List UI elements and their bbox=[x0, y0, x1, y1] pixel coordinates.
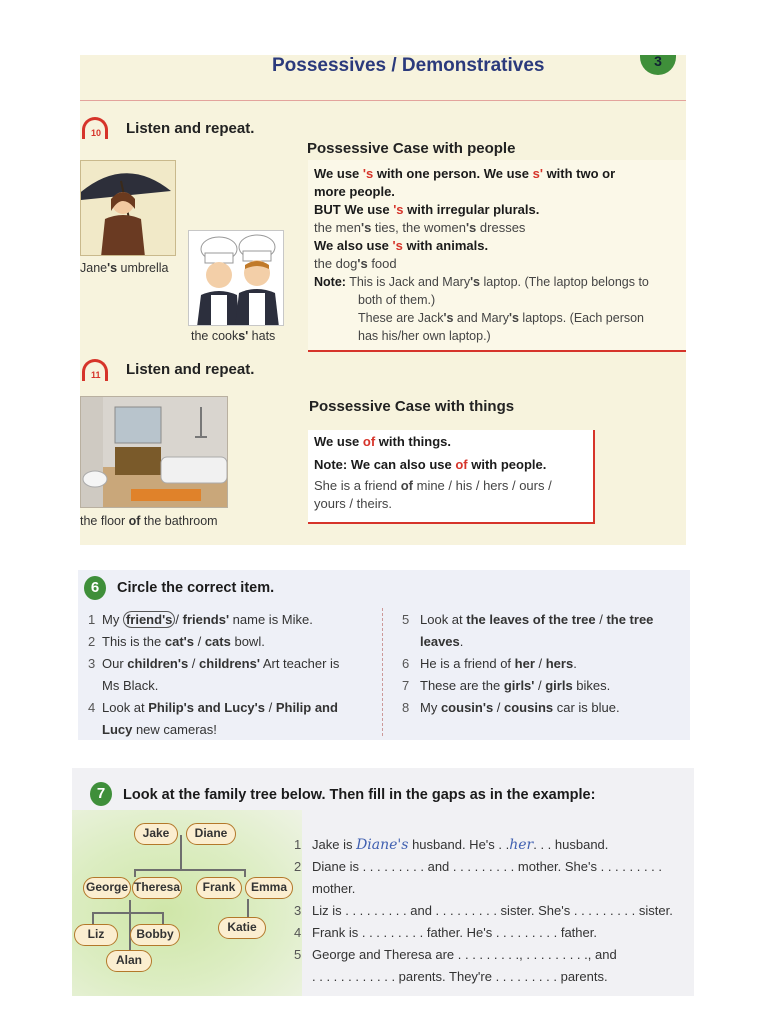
tree-node-katie: Katie bbox=[218, 917, 266, 939]
title-divider bbox=[80, 100, 686, 101]
text: Jake is bbox=[312, 837, 357, 852]
text: 's bbox=[392, 238, 403, 253]
text: 's bbox=[509, 311, 519, 325]
text: We also use bbox=[314, 238, 393, 253]
headphones-icon bbox=[82, 117, 108, 139]
option[interactable]: her bbox=[514, 656, 535, 671]
text: with animals. bbox=[402, 238, 489, 253]
text: of bbox=[400, 478, 413, 493]
text: and Mary bbox=[453, 311, 509, 325]
headphones-icon bbox=[82, 359, 108, 381]
text: 's bbox=[443, 311, 454, 325]
text: the men bbox=[314, 220, 361, 235]
option[interactable]: leaves bbox=[420, 634, 460, 649]
text: the dog bbox=[314, 256, 358, 271]
text: BUT We use bbox=[314, 202, 394, 217]
text: This is Jack and Mary bbox=[345, 275, 471, 289]
text: 's bbox=[470, 275, 481, 289]
text: with irregular plurals. bbox=[403, 202, 540, 217]
option[interactable]: cousin's bbox=[440, 700, 494, 715]
text: s' bbox=[532, 166, 543, 181]
item-number: 6 bbox=[402, 656, 410, 671]
item-number: 4 bbox=[88, 700, 96, 715]
list-item bbox=[402, 675, 688, 697]
tree-line bbox=[92, 912, 164, 914]
listen-instruction: Listen and repeat. bbox=[126, 361, 255, 378]
people-rules bbox=[314, 165, 649, 345]
text: bowl. bbox=[230, 634, 265, 649]
cooks-illustration bbox=[188, 230, 284, 326]
text: 's bbox=[357, 256, 368, 271]
list-item bbox=[88, 697, 372, 719]
option[interactable]: Philip's and Lucy's bbox=[148, 700, 265, 715]
list-item[interactable] bbox=[294, 922, 690, 944]
text: hats bbox=[248, 329, 276, 343]
text: new cameras! bbox=[132, 722, 217, 737]
item-number: 2 bbox=[88, 634, 96, 649]
list-item-continued[interactable]: . . . . . . . . . . . . parents. They're . . . . . . . . . parents. bbox=[312, 969, 608, 984]
option[interactable]: cats bbox=[204, 634, 231, 649]
track-number: 11 bbox=[91, 370, 101, 380]
text: Jane bbox=[80, 261, 108, 275]
item-number: 4 bbox=[294, 925, 302, 940]
list-item-continued bbox=[402, 631, 688, 653]
text: / bbox=[193, 634, 205, 649]
rule-line bbox=[314, 431, 552, 453]
item-number: 3 bbox=[88, 656, 96, 671]
item-number: 2 bbox=[294, 859, 302, 874]
tree-line bbox=[134, 869, 136, 877]
text: food bbox=[367, 256, 397, 271]
list-item-continued: Ms Black. bbox=[102, 678, 159, 693]
gap-text[interactable]: Frank is . . . . . . . . . father. He's . . . . . . . . . father. bbox=[312, 925, 597, 940]
list-item bbox=[402, 697, 688, 719]
option[interactable]: girls bbox=[545, 678, 573, 693]
family-tree bbox=[72, 815, 302, 995]
text: dresses bbox=[476, 220, 526, 235]
text: . bbox=[459, 634, 464, 649]
text: of bbox=[128, 514, 141, 528]
text: / bbox=[264, 700, 276, 715]
list-item[interactable] bbox=[294, 856, 690, 878]
people-heading: Possessive Case with people bbox=[307, 140, 516, 157]
listen-instruction: Listen and repeat. bbox=[126, 120, 255, 137]
tree-node-frank: Frank bbox=[196, 877, 242, 899]
text: . . . husband. bbox=[533, 837, 609, 852]
text: with things. bbox=[375, 434, 451, 449]
list-item bbox=[402, 653, 688, 675]
tree-node-jake: Jake bbox=[134, 823, 178, 845]
text: bikes. bbox=[572, 678, 611, 693]
tree-node-liz: Liz bbox=[74, 924, 118, 946]
option[interactable]: girls' bbox=[503, 678, 535, 693]
exercise-7-items bbox=[294, 834, 690, 988]
tree-node-diane: Diane bbox=[186, 823, 236, 845]
things-rules bbox=[314, 431, 552, 513]
exercise-heading: Look at the family tree below. Then fill in the gaps as in the example: bbox=[123, 787, 596, 803]
text: with one person. We use bbox=[373, 166, 533, 181]
example-answer: Diane's bbox=[356, 837, 409, 853]
rule-line bbox=[314, 165, 649, 183]
text: Our bbox=[102, 656, 128, 671]
tree-line bbox=[129, 900, 131, 912]
text: husband. He's . . bbox=[408, 837, 510, 852]
list-item bbox=[88, 631, 372, 653]
option[interactable]: childrens' bbox=[199, 656, 260, 671]
text: We use bbox=[314, 434, 363, 449]
unit-badge: 3 bbox=[640, 55, 676, 75]
list-item[interactable] bbox=[294, 900, 690, 922]
option[interactable]: hers bbox=[545, 656, 574, 671]
tree-node-bobby: Bobby bbox=[130, 924, 180, 946]
text: My bbox=[102, 612, 123, 627]
tree-node-george: George bbox=[83, 877, 131, 899]
option[interactable]: the leaves of the tree bbox=[466, 612, 596, 627]
column-divider bbox=[382, 608, 383, 736]
example-answer: her bbox=[509, 837, 534, 853]
text: Look at bbox=[420, 612, 467, 627]
text: umbrella bbox=[117, 261, 169, 275]
option[interactable]: Lucy bbox=[102, 722, 133, 737]
text: of bbox=[455, 457, 468, 472]
rule-line bbox=[314, 453, 552, 477]
text: name is Mike. bbox=[229, 612, 313, 627]
list-item-continued bbox=[88, 719, 372, 741]
tree-line bbox=[92, 912, 94, 924]
text: 's bbox=[362, 166, 374, 181]
exercise-number: 7 bbox=[90, 782, 112, 806]
option[interactable]: cousins bbox=[504, 700, 554, 715]
things-heading: Possessive Case with things bbox=[309, 398, 515, 415]
rule-line: more people. bbox=[314, 184, 395, 199]
example-line bbox=[314, 219, 649, 237]
text: mine / his / hers / ours / bbox=[413, 478, 552, 493]
text: 's bbox=[107, 261, 118, 275]
text: . bbox=[573, 656, 577, 671]
umbrella-caption bbox=[80, 261, 168, 275]
item-number: 1 bbox=[294, 837, 302, 852]
text: 's bbox=[465, 220, 477, 235]
text: s' bbox=[238, 329, 249, 343]
text: She is a friend bbox=[314, 478, 401, 493]
text: Art teacher is bbox=[259, 656, 340, 671]
gap-text[interactable]: Liz is . . . . . . . . . and . . . . . . . . . sister. She's . . . . . . . . . sister. bbox=[312, 903, 673, 918]
option[interactable]: children's bbox=[127, 656, 189, 671]
text: laptop. (The laptop belongs to bbox=[480, 275, 649, 289]
example-line bbox=[314, 477, 552, 495]
example-line: yours / theirs. bbox=[314, 496, 393, 511]
list-item bbox=[402, 609, 688, 631]
gap-text[interactable]: Diane is . . . . . . . . . and . . . . . . . . . mother. She's . . . . . . . . . bbox=[312, 859, 662, 874]
exercise-heading: Circle the correct item. bbox=[117, 580, 275, 596]
tree-node-emma: Emma bbox=[245, 877, 293, 899]
list-item bbox=[88, 653, 372, 675]
option[interactable]: cat's bbox=[164, 634, 194, 649]
text: Note: We can also use bbox=[314, 457, 456, 472]
note-line: has his/her own laptop.) bbox=[358, 329, 491, 343]
text: laptops. (Each person bbox=[518, 311, 645, 325]
text: / bbox=[493, 700, 505, 715]
exercise-6-left-column bbox=[88, 609, 372, 741]
text: This is the bbox=[102, 634, 165, 649]
bathroom-caption bbox=[80, 514, 218, 528]
text: We use bbox=[314, 166, 363, 181]
text: My bbox=[420, 700, 441, 715]
text: 's bbox=[393, 202, 404, 217]
track-number: 10 bbox=[91, 128, 102, 138]
item-number: 7 bbox=[402, 678, 410, 693]
tree-node-alan: Alan bbox=[106, 950, 152, 972]
umbrella-illustration bbox=[80, 160, 176, 256]
text: the bathroom bbox=[140, 514, 218, 528]
item-number: 3 bbox=[294, 903, 302, 918]
text: / bbox=[534, 678, 546, 693]
rule-line bbox=[314, 237, 649, 255]
note-line: both of them.) bbox=[358, 293, 436, 307]
exercise-number: 6 bbox=[84, 576, 106, 600]
text: the floor bbox=[80, 514, 129, 528]
item-number: 5 bbox=[294, 947, 302, 962]
note-line bbox=[314, 273, 649, 291]
text: / bbox=[534, 656, 546, 671]
text: of bbox=[362, 434, 376, 449]
item-number: 8 bbox=[402, 700, 410, 715]
text: / bbox=[595, 612, 607, 627]
rule-line bbox=[314, 201, 649, 219]
option[interactable]: the tree bbox=[606, 612, 654, 627]
text: Look at bbox=[102, 700, 149, 715]
text: These are Jack bbox=[358, 311, 444, 325]
text: with people. bbox=[467, 457, 547, 472]
tree-line bbox=[134, 869, 246, 871]
text: with two or bbox=[542, 166, 616, 181]
list-item bbox=[88, 609, 372, 631]
circled-answer[interactable]: friend's bbox=[123, 611, 175, 628]
text: the cook bbox=[191, 329, 239, 343]
text: He is a friend of bbox=[420, 656, 515, 671]
option[interactable]: friends' bbox=[182, 612, 230, 627]
bathroom-illustration bbox=[80, 396, 228, 508]
option[interactable]: Philip and bbox=[275, 700, 338, 715]
list-item-continued: mother. bbox=[312, 881, 356, 896]
list-item bbox=[294, 834, 690, 856]
tree-line bbox=[244, 869, 246, 877]
list-item[interactable] bbox=[294, 944, 690, 966]
gap-text[interactable]: George and Theresa are . . . . . . . . ., . . . . . . . . ., and bbox=[312, 947, 617, 962]
tree-line bbox=[180, 835, 182, 869]
text: / bbox=[175, 612, 183, 627]
item-number: 5 bbox=[402, 612, 410, 627]
example-line bbox=[314, 255, 649, 273]
tree-line bbox=[247, 899, 249, 917]
text: ties, the women bbox=[371, 220, 466, 235]
text: 's bbox=[360, 220, 372, 235]
cooks-caption bbox=[191, 329, 275, 343]
text: These are the bbox=[420, 678, 504, 693]
page-title: Possessives / Demonstratives bbox=[272, 55, 545, 76]
text: / bbox=[188, 656, 200, 671]
item-number: 1 bbox=[88, 612, 96, 627]
text: car is blue. bbox=[553, 700, 620, 715]
tree-line bbox=[162, 912, 164, 924]
exercise-6-right-column bbox=[402, 609, 688, 719]
note-label: Note: bbox=[314, 275, 346, 289]
note-line bbox=[314, 309, 649, 327]
tree-node-theresa: Theresa bbox=[132, 877, 182, 899]
